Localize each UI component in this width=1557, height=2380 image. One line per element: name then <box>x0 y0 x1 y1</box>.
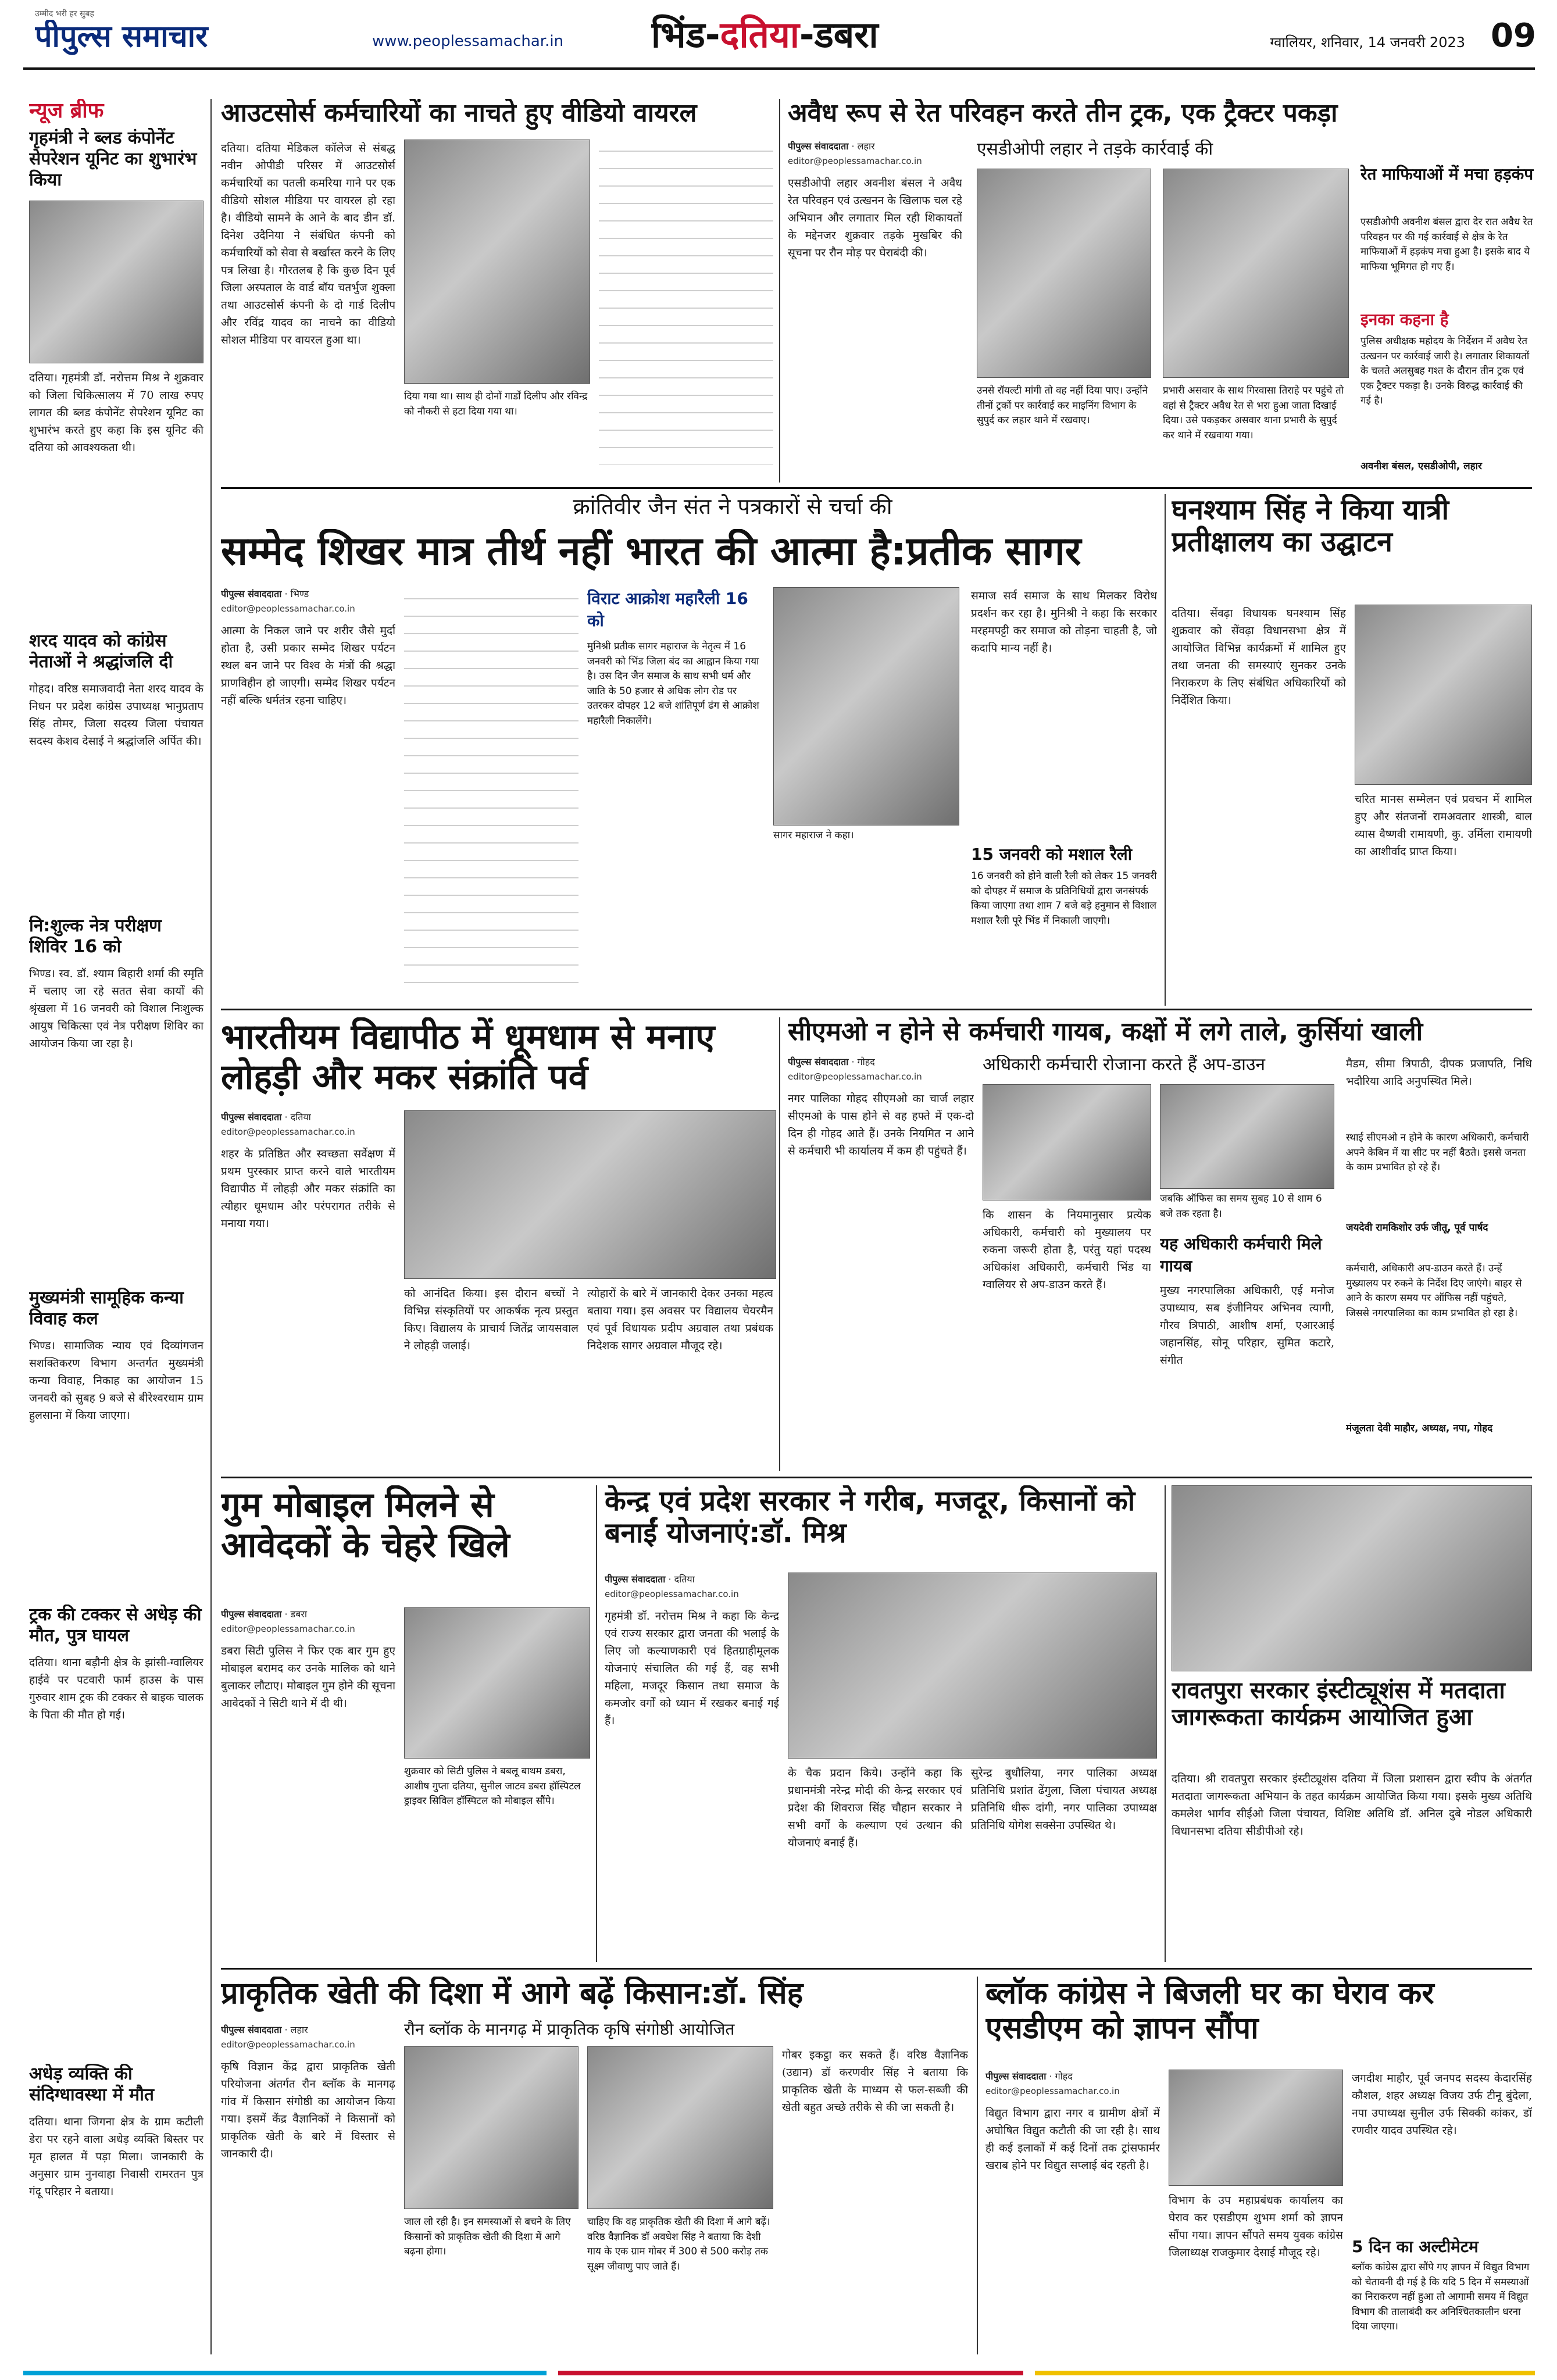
story-3-kicker: क्रांतिवीर जैन संत ने पत्रकारों से चर्चा की <box>573 494 892 519</box>
story-8-text-2: के चैक प्रदान किये। उन्होंने कहा कि प्रधानमंत्री नरेन्द्र मोदी की केन्द्र सरकार एवं प्रदेश की शिवराज सिंह चौहान सरकार ने सभी वर्गों के कल्याण एवं उत्थान की योजनाएं बनाई हैं। <box>788 1767 962 1850</box>
story-11-text-3: विभाग के उप महाप्रबंधक कार्यालय का घेराव कर एसडीएम शुभम शर्मा को ज्ञापन सौंपा गया। ज्ञापन सौंपते समय युवक कांग्रेस जिलाध्यक्ष राजकुमार देसाई मौजूद रहे। <box>1169 2194 1343 2260</box>
brand-tagline: उम्मीद भरी हर सुबह <box>35 9 94 19</box>
story-3-photo <box>773 587 959 826</box>
section-part-1: भिंड- <box>651 14 720 56</box>
story-6-photo-1 <box>983 1084 1151 1200</box>
section-part-2: दतिया <box>720 14 799 56</box>
story-11-box-head: 5 दिन का अल्टीमेटम <box>1352 2237 1479 2256</box>
story-6-quote-2-by: मंजूलता देवी माहौर, अध्यक्ष, नपा, गोहद <box>1346 1423 1493 1434</box>
story-5-photo <box>404 1110 776 1279</box>
story-3-email[interactable]: editor@peoplessamachar.co.in <box>221 603 355 614</box>
story-3-text: आत्मा के निकल जाने पर शरीर जैसे मुर्दा होता है, उसी प्रकार सम्मेद शिखर पर्यटन स्थल बन जाने पर विश्व के मंत्रों की श्रद्धा प्राणविहीन हो जाएगी। सम्मेद शिखर पर्यटन नहीं बल्कि धर्मतंत्र रहना चाहिए। <box>221 624 395 707</box>
story-3-box <box>587 587 762 843</box>
story-8-email[interactable]: editor@peoplessamachar.co.in <box>605 1589 739 1599</box>
story-6-subhead: यह अधिकारी कर्मचारी मिले गायब <box>1160 1234 1322 1275</box>
story-7-headline: गुम मोबाइल मिलने से आवेदकों के चेहरे खिले <box>221 1485 510 1566</box>
brief-title-1: गृहमंत्री ने ब्लड कंपोनेंट सेपरेशन यूनिट का शुभारंभ किया <box>29 128 197 190</box>
story-10-caption-2: चाहिए कि वह प्राकृतिक खेती की दिशा में आगे बढ़ें। वरिष्ठ वैज्ञानिक डॉ अवधेश सिंह ने बताया कि देशी गाय के एक ग्राम गोबर में 300 से 500 करोड़ तक सूक्ष्म जीवाणु पाए जाते हैं। <box>587 2216 770 2272</box>
brief-text-5: दतिया। थाना बड़ौनी क्षेत्र के झांसी-ग्वालियर हाईवे पर पटवारी फार्म हाउस के पास गुरुवार शाम ट्रक की टक्कर से बाइक चालक के पिता की मौत हो गई। <box>29 1656 203 1722</box>
story-11-byline-place: गोहद <box>1055 2071 1073 2082</box>
story-2-caption-left: उनसे रॉयल्टी मांगी तो वह नहीं दिया पाए। उन्होंने तीनों ट्रकों पर कार्रवाई कर माइनिंग विभाग के सुपुर्द कर लहार थाने में रखवाए। <box>977 385 1148 426</box>
story-1-caption: दिया गया था। साथ ही दोनों गार्डों दिलीप और रविन्द्र को नौकरी से हटा दिया गया था। <box>404 391 588 417</box>
story-6-caption: जबकि ऑफिस का समय सुबह 10 से शाम 6 बजे तक रहता है। <box>1160 1193 1322 1220</box>
story-9-photo <box>1172 1485 1532 1671</box>
story-7-photo <box>404 1607 590 1759</box>
section-part-3: -डबरा <box>799 14 879 56</box>
story-6-photo-2 <box>1160 1084 1334 1189</box>
story-5-headline: भारतीयम विद्यापीठ में धूमधाम से मनाए लोहड़ी और मकर संक्रांति पर्व <box>221 1017 715 1098</box>
masthead <box>0 0 1557 70</box>
brief-title-5: ट्रक की टक्कर से अधेड़ की मौत, पुत्र घायल <box>29 1604 202 1646</box>
rail-quote: पुलिस अधीक्षक महोदय के निर्देशन में अवैध रेत उत्खनन पर कार्रवाई जारी है। लगातार शिकायतों के चलते अलसुबह गश्त के दौरान तीन ट्रक एवं एक ट्रैक्टर पकड़ा है। उनके विरुद्ध कार्रवाई की गई है। <box>1360 335 1530 406</box>
story-7-divider <box>596 1485 597 1962</box>
brief-photo-1 <box>29 201 203 363</box>
footer-strip-red <box>558 2371 1023 2375</box>
story-10-photo-2 <box>587 2046 773 2209</box>
story-2-headline: अवैध रूप से रेत परिवहन करते तीन ट्रक, एक ट्रैक्टर पकड़ा <box>788 99 1338 128</box>
story-9-text: दतिया। श्री रावतपुरा सरकार इंस्टीट्यूशंस दतिया में जिला प्रशासन द्वारा स्वीप के अंतर्गत मतदाता जागरूकता अभियान के तहत कार्यक्रम आयोजित किया गया। इसके मुख्य अतिथि कमलेश भार्गव सीईओ जिला पंचायत, विशिष्ट अतिथि डॉ. अनिल दुबे नोडल अधिकारी विधानसभा दतिया सीडीपीओ रहे। <box>1172 1773 1532 1838</box>
story-5-byline-place: दतिया <box>290 1112 311 1123</box>
rail-quote-head: इनका कहना है <box>1360 310 1449 329</box>
story-1-divider <box>779 99 780 483</box>
story-3-box2-head: 15 जनवरी को मशाल रैली <box>971 845 1133 864</box>
sidebar-divider <box>210 99 212 2354</box>
news-brief-sidebar <box>29 99 203 2354</box>
story-10-headline: प्राकृतिक खेती की दिशा में आगे बढ़ें किसान:डॉ. सिंह <box>221 1977 804 2011</box>
story-7-email[interactable]: editor@peoplessamachar.co.in <box>221 1624 355 1634</box>
story-8-text: गृहमंत्री डॉ. नरोत्तम मिश्र ने कहा कि केन्द्र एवं राज्य सरकार द्वारा जनता की भलाई के लिए जो कल्याणकारी एवं हितग्राहीमूलक योजनाएं संचालित की गई हैं, वह सभी महिला, मजदूर किसान तथा समाज के कमजोर वर्गों को ध्यान में रखकर बनाई गई हैं। <box>605 1610 779 1728</box>
story-1-text: दतिया। दतिया मेडिकल कॉलेज से संबद्ध नवीन ओपीडी परिसर में आउटसोर्स कर्मचारियों का पतली कमरिया गाने पर एक वीडियो सोशल मीडिया पर वायरल हो रहा है। वीडियो सामने के आने के बाद डीन डॉ. दिनेश उदैनिया ने संबंधित कंपनी को कर्मचारियों को सेवा से बर्खास्त करने के लिए पत्र लिखा है। गौरतलब है कि कुछ दिन पूर्व जिला अस्पताल के वार्ड बॉय चतर्भुज शुक्ला तथा आउटसोर्स कंपनी के दो गार्ड दिलीप और रविंद्र यादव का नाचने का वीडियो सोशल मीडिया पर वायरल हुआ था। <box>221 142 395 347</box>
news-brief-label: न्यूज ब्रीफ <box>29 99 104 123</box>
story-6-byline-name: पीपुल्स संवाददाता <box>788 1056 849 1067</box>
story-10-byline: पीपुल्स संवाददाता · लहार <box>221 2024 308 2035</box>
story-10-caption-1: जाल लो रही है। इन समस्याओं से बचने के लिए किसानों को प्राकृतिक खेती की दिशा में आगे बढ़ना होगा। <box>404 2216 571 2257</box>
story-8-byline-place: दतिया <box>674 1574 695 1585</box>
story-10-photo-1 <box>404 2046 578 2209</box>
story-6-email[interactable]: editor@peoplessamachar.co.in <box>788 1071 922 1082</box>
story-10-byline-name: पीपुल्स संवाददाता <box>221 2024 282 2035</box>
story-5-divider <box>779 1017 780 1471</box>
story-6-kicker: अधिकारी कर्मचारी रोजाना करते हैं अप-डाउन <box>983 1055 1266 1075</box>
story-6-quote-1-by: जयदेवी रामकिशोर उर्फ जीतू, पूर्व पार्षद <box>1346 1222 1488 1234</box>
story-8-byline-name: पीपुल्स संवाददाता <box>605 1574 666 1585</box>
story-3-byline: पीपुल्स संवाददाता · भिण्ड <box>221 588 309 599</box>
story-2-photo-tractor <box>1163 169 1349 378</box>
story-3-caption: सागर महाराज ने कहा। <box>773 830 854 841</box>
site-url[interactable]: www.peoplessamachar.in <box>372 33 564 50</box>
story-10-text: कृषि विज्ञान केंद्र द्वारा प्राकृतिक खेती परियोजना अंतर्गत रौन ब्लॉक के मानगढ़ गांव में किसान संगोष्ठी का आयोजन किया गया। इसमें केंद्र वैज्ञानिकों ने किसानों को प्राकृतिक खेती के बारे में विस्तार से जानकारी दी। <box>221 2060 395 2161</box>
story-5-byline: पीपुल्स संवाददाता · दतिया <box>221 1112 311 1123</box>
story-11-email[interactable]: editor@peoplessamachar.co.in <box>985 2086 1120 2096</box>
story-6-text-3: मुख्य नगरपालिका अधिकारी, एई मनोज उपाध्याय, सब इंजीनियर अभिनव त्यागी, गौरव त्रिपाठी, आशीष शर्मा, एआरआई जहानसिंह, सोनू परिहार, सुमित कटारे, संगीत <box>1160 1284 1334 1367</box>
story-6-byline: पीपुल्स संवाददाता · गोहद <box>788 1056 875 1067</box>
story-3-box2-text: 16 जनवरी को होने वाली रैली को लेकर 15 जनवरी को दोपहर में समाज के प्रतिनिधियों द्वारा जनसंपर्क किया जाएगा तथा शाम 7 बजे बड़े हनुमान से विशाल मशाल रैली पूरे भिंड में निकाली जाएगी। <box>971 870 1157 927</box>
story-6-quotes <box>1346 1055 1532 1468</box>
rail-quote-by: अवनीश बंसल, एसडीओपी, लहार <box>1360 460 1482 472</box>
story-7-caption: शुक्रवार को सिटी पुलिस ने बबलू बाथम डबरा, आशीष गुप्ता दतिया, सुनील जाटव डबरा हॉस्पिटल ड्राइवर सिविल हॉस्पिटल को मोबाइल सौंपे। <box>404 1766 581 1807</box>
brief-text-6: दतिया। थाना जिगना क्षेत्र के ग्राम कटीली डेरा पर रहने वाला अधेड़ व्यक्ति बिस्तर पर मृत हालत में पड़ा मिला। जानकारी के अनुसार ग्राम नुनवाहा निवासी रामरतन पुत्र गंदू परिहार ने बताया। <box>29 2115 203 2199</box>
story-5-text-3: त्योहारों के बारे में जानकारी देकर उनका महत्व बताया गया। इस अवसर पर विद्यालय चेयरमैन एवं पूर्व विधायक प्रदीप अग्रवाल तथा प्रबंधक निदेशक सागर अग्रवाल मौजूद रहे। <box>587 1287 773 1353</box>
story-3-box-text: मुनिश्री प्रतीक सागर महाराज के नेतृत्व में 16 जनवरी को भिंड जिला बंद का आह्वान किया गया है। उस दिन जैन समाज के साथ सभी धर्म और जाति के 50 हजार से अधिक लोग रोड पर उतरकर दोपहर 12 बजे शांतिपूर्ण ढंग से आक्रोश महारैली निकालेंगे। <box>587 641 759 727</box>
footer-color-strip <box>0 2366 1557 2380</box>
story-5-text: शहर के प्रतिष्ठित और स्वच्छता सर्वेक्षण में प्रथम पुरस्कार प्राप्त करने वाले भारतीयम विद्यापीठ में लोहड़ी और मकर संक्रांति का त्यौहार धूमधाम और परंपरागत तरीके से मनाया गया। <box>221 1148 395 1231</box>
story-2-byline-name: पीपुल्स संवाददाता <box>788 141 849 152</box>
story-1-photo <box>404 140 590 384</box>
story-7-text: डबरा सिटी पुलिस ने फिर एक बार गुम हुए मोबाइल बरामद कर उनके मालिक को थाने बुलाकर लौटाए। मोबाइल गुम होने की सूचना आवेदकों ने सिटी थाने में दी थी। <box>221 1645 395 1710</box>
story-8-byline: पीपुल्स संवाददाता · दतिया <box>605 1574 695 1585</box>
story-3-box-2 <box>971 843 1157 994</box>
story-11-box-text: ब्लॉक कांग्रेस द्वारा सौंपे गए ज्ञापन में विद्युत विभाग को चेतावनी दी गई है कि यदि 5 दिन में समस्याओं का निराकरण नहीं हुआ तो आगामी समय में विद्युत विभाग की तालाबंदी कर अनिश्चितकालीन धरना दिया जाएगा। <box>1352 2261 1530 2332</box>
brief-title-2: शरद यादव को कांग्रेस नेताओं ने श्रद्धांजलि दी <box>29 631 173 672</box>
dateline: ग्वालियर, शनिवार, 14 जनवरी 2023 <box>1270 34 1465 51</box>
story-2-byline-place: लहार <box>857 141 875 152</box>
brief-text-2: गोहद। वरिष्ठ समाजवादी नेता शरद यादव के निधन पर प्रदेश कांग्रेस उपाध्यक्ष भानुप्रताप सिंह तोमर, जिला सदस्य जिला पंचायत सदस्य केशव देसाई ने श्रद्धांजलि अर्पित की। <box>29 682 203 748</box>
footer-strip-yellow <box>1035 2371 1535 2375</box>
story-3-byline-place: भिण्ड <box>290 588 309 599</box>
footer-strip-cyan <box>23 2371 547 2375</box>
story-10-text-2: गोबर इकट्ठा कर सकते हैं। वरिष्ठ वैज्ञानिक (उद्यान) डॉ करणवीर सिंह ने बताया कि प्राकृतिक खेती के माध्यम से फल-सब्जी की खेती बहुत अच्छे तरीके से की जा सकती है। <box>782 2049 968 2114</box>
brief-text-4: भिण्ड। सामाजिक न्याय एवं दिव्यांगजन सशक्तिकरण विभाग अन्तर्गत मुख्यमंत्री कन्या विवाह, निकाह का आयोजन 15 जनवरी को सुबह 9 बजे से बीरेश्वरधाम ग्राम हुलसाना में किया जाएगा। <box>29 1339 203 1423</box>
story-6-text-4: मैडम, सीमा त्रिपाठी, दीपक प्रजापति, निधि भदौरिया आदि अनुपस्थित मिले। <box>1346 1057 1532 1088</box>
masthead-rule <box>23 67 1535 70</box>
story-6-headline: सीएमओ न होने से कर्मचारी गायब, कक्षों में लगे ताले, कुर्सियां खाली <box>788 1017 1423 1046</box>
page-number: 09 <box>1491 17 1536 55</box>
row-1-rule <box>221 487 1532 489</box>
story-7-byline-name: पीपुल्स संवाददाता <box>221 1609 282 1620</box>
story-2-caption-right: प्रभारी असवार के साथ गिरवासा तिराहे पर पहुंचे तो वहां से ट्रैक्टर अवैध रेत से भरा हुआ जाता दिखाई दिया। उसे पकड़कर असवार थाना प्रभारी के सुपुर्द कर थाने में रखवाया गया। <box>1163 385 1344 441</box>
story-10-divider <box>977 1977 978 2354</box>
story-11-byline: पीपुल्स संवाददाता · गोहद <box>985 2071 1073 2082</box>
story-5-byline-name: पीपुल्स संवाददाता <box>221 1112 282 1123</box>
story-10-kicker: रौन ब्लॉक के मानगढ़ में प्राकृतिक कृषि संगोष्ठी आयोजित <box>404 2020 735 2039</box>
story-4-headline: घनश्याम सिंह ने किया यात्री प्रतीक्षालय का उद्घाटन <box>1172 494 1449 559</box>
story-3-byline-name: पीपुल्स संवाददाता <box>221 588 282 599</box>
story-11-headline: ब्लॉक कांग्रेस ने बिजली घर का घेराव कर एसडीएम को ज्ञापन सौंपा <box>985 1977 1434 2046</box>
story-6-byline-place: गोहद <box>857 1056 875 1067</box>
story-2-text: एसडीओपी लहार अवनीश बंसल ने अवैध रेत परिवहन एवं उत्खनन के खिलाफ चल रहे अभियान और लगातार मिल रही शिकायतों के मद्देनजर शुक्रवार तड़के मुखबिर की सूचना पर रौन मोड़ पर घेराबंदी की। <box>788 177 962 260</box>
rail-text: एसडीओपी अवनीश बंसल द्वारा देर रात अवैध रेत परिवहन पर की गई कार्रवाई से क्षेत्र के रेत माफियाओं में हड़कंप मचा हुआ है। इसके बाद ये माफिया भूमिगत हो गए हैं। <box>1360 216 1533 273</box>
story-3-headline: सम्मेद शिखर मात्र तीर्थ नहीं भारत की आत्मा है:प्रतीक सागर <box>221 529 1081 574</box>
story-4-photo <box>1355 605 1532 785</box>
brief-text-1: दतिया। गृहमंत्री डॉ. नरोत्तम मिश्र ने शुक्रवार को जिला चिकित्सालय में 70 लाख रुपए लागत की ब्लड कंपोनेंट सेपरेशन यूनिट का शुभारंभ करते हुए कहा कि इस यूनिट की दतिया को आवश्यकता थी। <box>29 371 203 455</box>
story-4-text-2: चरित मानस सम्मेलन एवं प्रवचन में शामिल हुए और संतजनों रामअवतार शास्त्री, बाल व्यास वैष्णवी रामायणी, कु. उर्मिला रामायणी का आशीर्वाद प्राप्त किया। <box>1355 793 1532 859</box>
story-8-photo <box>788 1573 1157 1759</box>
row-4-rule <box>221 1968 1532 1970</box>
story-2-photo-trucks <box>977 169 1151 378</box>
sand-mafia-rail <box>1360 163 1535 488</box>
story-8-divider <box>1165 1485 1166 1962</box>
story-11-byline-name: पीपुल्स संवाददाता <box>985 2071 1047 2082</box>
section-title <box>651 14 1012 62</box>
brief-text-3: भिण्ड। स्व. डॉ. श्याम बिहारी शर्मा की स्मृति में चलाए जा रहे सतत सेवा कार्यों की श्रृंखला में 16 जनवरी को विशाल निःशुल्क आयुष चिकित्सा एवं नेत्र परीक्षण शिविर का आयोजन किया जा रहा है। <box>29 967 203 1050</box>
story-3-column-2 <box>404 587 578 994</box>
story-9-headline: रावतपुरा सरकार इंस्टीट्यूशंस में मतदाता जागरूकता कार्यक्रम आयोजित हुआ <box>1172 1677 1505 1731</box>
story-2-email[interactable]: editor@peoplessamachar.co.in <box>788 156 922 166</box>
brief-title-6: अधेड़ व्यक्ति की संदिग्धावस्था में मौत <box>29 2064 154 2105</box>
story-5-email[interactable]: editor@peoplessamachar.co.in <box>221 1127 355 1137</box>
rail-head: रेत माफियाओं में मचा हड़कंप <box>1360 165 1534 184</box>
story-6-text-2: कि शासन के नियमानुसार प्रत्येक अधिकारी, कर्मचारी को मुख्यालय पर रुकना जरूरी होता है, परंतु यहां पदस्थ अधिकांश अधिकारी, कर्मचारी भिंड या ग्वालियर से अप-डाउन करते हैं। <box>983 1209 1151 1292</box>
brief-title-3: नि:शुल्क नेत्र परीक्षण शिविर 16 को <box>29 916 162 957</box>
row-2-rule <box>221 1009 1532 1010</box>
story-11-text: विद्युत विभाग द्वारा नगर व ग्रामीण क्षेत्रों में अघोषित विद्युत कटौती की जा रही है। साथ ही कई इलाकों में कई दिनों तक ट्रांसफार्मर खराब होने पर विद्युत सप्लाई बंद रहती है। <box>985 2107 1160 2172</box>
story-3-divider <box>1165 494 1166 1006</box>
story-11-text-2: जगदीश माहौर, पूर्व जनपद सदस्य केदारसिंह कौशल, शहर अध्यक्ष विजय उर्फ टीनू बुंदेला, नपा उपाध्यक्ष सुनील उर्फ सिक्की कांकर, डॉ रणवीर यादव उपस्थित रहे। <box>1352 2072 1532 2138</box>
story-1-column <box>599 140 773 465</box>
row-3-rule <box>221 1477 1532 1478</box>
story-3-text-right: समाज सर्व समाज के साथ मिलकर विरोध प्रदर्शन कर रहा है। मुनिश्री ने कहा कि सरकार मरहमपट्टी कर समाज को तोड़ना चाहती है, जो कदापि मान्य नहीं है। <box>971 589 1157 655</box>
story-6-quote-1: स्थाई सीएमओ न होने के कारण अधिकारी, कर्मचारी अपने केबिन में या सीट पर नहीं बैठते। इससे जनता के काम प्रभावित हो रहे हैं। <box>1346 1132 1529 1173</box>
story-11-photo <box>1169 2070 1343 2186</box>
story-6-quote-2: कर्मचारी, अधिकारी अप-डाउन करते हैं। उन्हें मुख्यालय पर रुकने के निर्देश दिए जाएंगे। बाहर से आने के कारण समय पर ऑफिस नहीं पहुंचते, जिससे नगरपालिका का काम प्रभावित हो रहा है। <box>1346 1263 1522 1319</box>
story-10-byline-place: लहार <box>290 2024 308 2035</box>
story-2-byline: पीपुल्स संवाददाता · लहार <box>788 141 875 152</box>
brief-title-4: मुख्यमंत्री सामूहिक कन्या विवाह कल <box>29 1288 184 1329</box>
story-10-email[interactable]: editor@peoplessamachar.co.in <box>221 2039 355 2050</box>
story-6-text: नगर पालिका गोहद सीएमओ का चार्ज लहार सीएमओ के पास होने से वह हफ्ते में एक-दो दिन ही गोहद आते हैं। उनके नियमित न आने से कर्मचारी भी कार्यालय में कम ही पहुंचते हैं। <box>788 1092 974 1158</box>
story-3-box-head: विराट आक्रोश महारैली 16 को <box>587 589 748 630</box>
story-4-text: दतिया। सेंवढ़ा विधायक घनश्याम सिंह शुक्रवार को सेंवढ़ा विधानसभा क्षेत्र में आयोजित विभिन्न कार्यक्रमों में शामिल हुए तथा जनता की समस्याएं सुनकर उनके निराकरण के लिए संबंधित अधिकारियों को निर्देशित किया। <box>1172 607 1346 707</box>
story-8-headline: केन्द्र एवं प्रदेश सरकार ने गरीब, मजदूर, किसानों को बनाईं योजनाएं:डॉ. मिश्र <box>605 1485 1135 1550</box>
brand-logo[interactable]: पीपुल्स समाचार <box>35 20 208 54</box>
story-7-byline-place: डबरा <box>290 1609 308 1620</box>
story-8-text-3: सुरेन्द्र बुधौलिया, नगर पालिका अध्यक्ष प्रतिनिधि प्रशांत ढेंगुला, जिला पंचायत अध्यक्ष प्रतिनिधि धीरू दांगी, नगर पालिका उपाध्यक्ष प्रतिनिधि योगेश सक्सेना उपस्थित थे। <box>971 1767 1157 1832</box>
story-1-headline: आउटसोर्स कर्मचारियों का नाचते हुए वीडियो वायरल <box>221 99 697 128</box>
story-7-byline: पीपुल्स संवाददाता · डबरा <box>221 1609 308 1620</box>
story-5-text-2: को आनंदित किया। इस दौरान बच्चों ने विभिन्न संस्कृतियों पर आकर्षक नृत्य प्रस्तुत किए। विद्यालय के प्राचार्य जितेंद्र जायसवाल ने लोहड़ी जलाई। <box>404 1287 578 1353</box>
story-2-kicker: एसडीओपी लहार ने तड़के कार्रवाई की <box>977 140 1213 159</box>
